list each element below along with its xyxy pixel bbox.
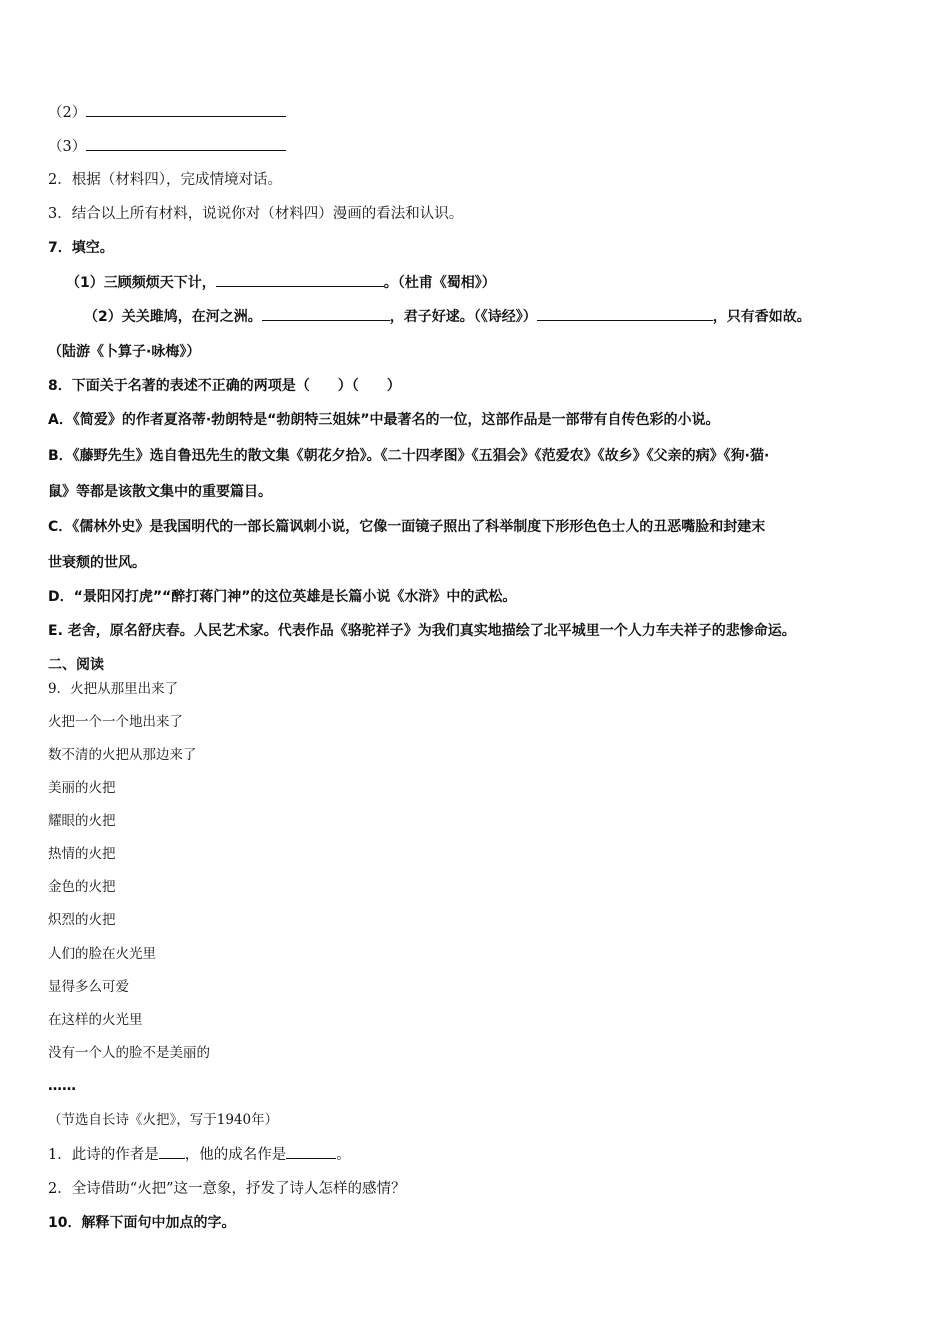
fill-source: 。（杜甫《蜀相》）: [383, 275, 496, 291]
question-text: 2．根据（材料四），完成情境对话。: [48, 172, 282, 188]
poem-line: 显得多么可爱: [48, 979, 129, 995]
fill-source: ，君子好逑。（《诗经》）: [389, 309, 537, 325]
section-heading: 二、阅读: [48, 657, 104, 673]
question-text: 。: [336, 1147, 351, 1163]
answer-blank[interactable]: [216, 272, 384, 287]
option-d: D．“景阳冈打虎”“醉打蒋门神”的这位英雄是长篇小说《水浒》中的武松。: [48, 589, 517, 605]
question-9-1: [48, 1144, 351, 1165]
poem-line: 在这样的火光里: [48, 1012, 143, 1028]
poem-ellipsis: ……: [48, 1078, 76, 1094]
answer-blank[interactable]: [286, 1144, 336, 1159]
poem-line: 美丽的火把: [48, 780, 116, 796]
question-9-title: 9．火把从那里出来了: [48, 681, 179, 697]
question-8-title: 8．下面关于名著的表述不正确的两项是（ ）（ ）: [48, 378, 401, 394]
question-7-item-1: [66, 272, 496, 293]
poem-line: 炽烈的火把: [48, 912, 116, 928]
option-a: A．《简爱》的作者夏洛蒂·勃朗特是“勃朗特三姐妹”中最著名的一位，这部作品是一部带有自传色彩的小说。: [48, 412, 720, 428]
question-7-item-2: [84, 306, 811, 327]
poem-line: 金色的火把: [48, 879, 116, 895]
poem-line: 人们的脸在火光里: [48, 946, 156, 962]
answer-blank[interactable]: [86, 102, 286, 117]
answer-blank[interactable]: [262, 306, 390, 321]
question-10-title: 10．解释下面句中加点的字。: [48, 1215, 236, 1231]
fill-prompt: （1）三顾频烦天下计，: [66, 275, 216, 291]
fill-prompt: ，只有香如故。: [712, 309, 811, 325]
poem-line: 火把一个一个地出来了: [48, 714, 183, 730]
option-b-cont: 鼠》等都是该散文集中的重要篇目。: [48, 484, 272, 500]
question-7-title: 7．填空。: [48, 240, 114, 256]
option-e: E. 老舍，原名舒庆春。人民艺术家。代表作品《骆驼祥子》为我们真实地描绘了北平城里一个人力车夫祥子的悲惨命运。: [48, 623, 796, 639]
subquestion-3-label: （3）: [48, 139, 87, 155]
poem-line: 没有一个人的脸不是美丽的: [48, 1045, 210, 1061]
question-text: 1．此诗的作者是: [48, 1147, 159, 1163]
subquestion-2-label: （2）: [48, 105, 87, 121]
fill-prompt: （2）关关雎鸠，在河之洲。: [84, 309, 262, 325]
poem-source: （节选自长诗《火把》，写于1940年）: [48, 1112, 279, 1128]
option-c-cont: 世衰颓的世风。: [48, 555, 146, 571]
poem-line: 热情的火把: [48, 846, 116, 862]
poem-line: 耀眼的火把: [48, 813, 116, 829]
answer-blank[interactable]: [159, 1144, 185, 1159]
question-text: 3．结合以上所有材料，说说你对（材料四）漫画的看法和认识。: [48, 206, 464, 222]
answer-blank[interactable]: [86, 136, 286, 151]
subquestion-2: [48, 102, 286, 123]
option-b: B．《藤野先生》选自鲁迅先生的散文集《朝花夕拾》。《二十四孝图》《五猖会》《范爱农》《故乡》《父亲的病》《狗·猫·: [48, 448, 770, 464]
subquestion-3: [48, 136, 286, 157]
option-c: C．《儒林外史》是我国明代的一部长篇讽刺小说，它像一面镜子照出了科举制度下形形色色士人的丑恶嘴脸和封建末: [48, 519, 766, 535]
answer-blank[interactable]: [537, 306, 713, 321]
fill-source: （陆游《卜算子·咏梅》）: [48, 344, 201, 360]
question-9-2: 2．全诗借助“火把”这一意象，抒发了诗人怎样的感情？: [48, 1181, 406, 1197]
question-text: ，他的成名作是: [184, 1147, 287, 1163]
poem-line: 数不清的火把从那边来了: [48, 747, 197, 763]
